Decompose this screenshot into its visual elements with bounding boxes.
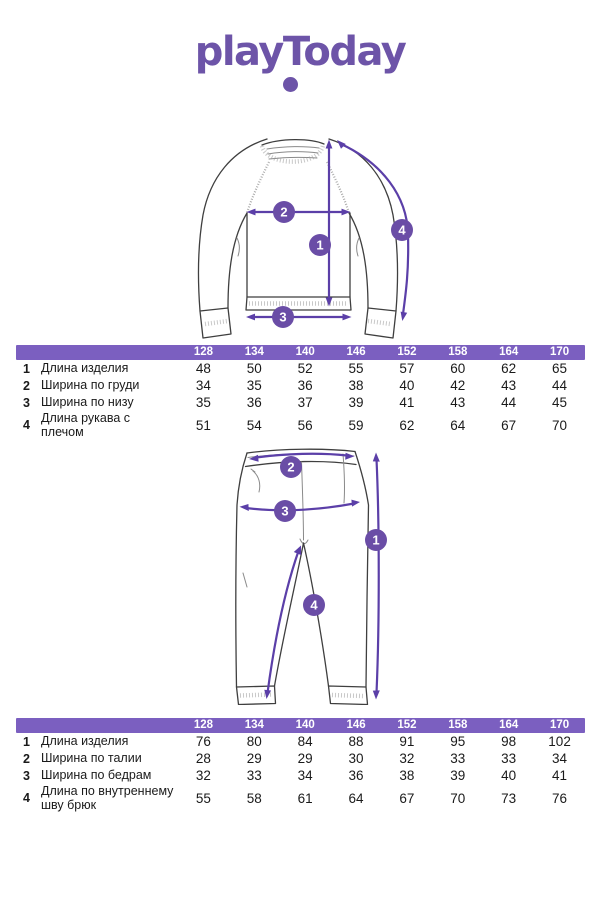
size-value-cell: 73 (501, 790, 517, 806)
size-value-cell: 48 (195, 361, 211, 376)
row-number: 1 (23, 734, 30, 749)
size-value-cell: 55 (348, 361, 364, 376)
size-header-cell: 164 (499, 346, 519, 358)
size-header-cell: 134 (244, 719, 264, 731)
size-table-row (16, 733, 585, 750)
row-label-cell (16, 395, 178, 409)
row-label: Длина по внутреннему шву брюк (41, 784, 174, 813)
marker-badge-1 (309, 234, 331, 256)
size-value-cell: 34 (552, 751, 568, 766)
row-number: 4 (23, 418, 30, 433)
size-value-cell: 59 (348, 417, 364, 433)
size-value-cell: 41 (399, 395, 415, 410)
marker-label: 4 (310, 597, 318, 613)
marker-label: 4 (398, 222, 406, 238)
row-label-cell (16, 734, 178, 748)
size-value-cell: 42 (450, 378, 466, 393)
row-label-cell (16, 784, 178, 813)
row-label-cell (16, 768, 178, 782)
size-table-bottom (16, 718, 585, 813)
size-header-cell: 158 (448, 346, 468, 358)
size-table-row (16, 360, 585, 377)
row-label-cell (16, 361, 178, 375)
size-value-cell: 76 (552, 790, 568, 806)
size-value-cell: 88 (348, 734, 364, 749)
marker-label: 2 (280, 204, 288, 220)
size-header-cell: 146 (346, 719, 366, 731)
size-value-cell: 65 (552, 361, 568, 376)
pants-measure-arrows (240, 453, 380, 700)
row-number: 4 (23, 791, 30, 806)
pants-sketch-icon (236, 449, 369, 704)
size-value-cell: 51 (195, 417, 211, 433)
size-value-cell: 38 (399, 768, 415, 783)
size-table-header (16, 345, 585, 360)
marker-badge-4 (303, 594, 325, 616)
brand-logo (0, 30, 600, 100)
marker-badge-2 (273, 201, 295, 223)
size-value-cell: 67 (399, 790, 415, 806)
brand-logo-dot-icon (283, 77, 298, 92)
marker-badge-4 (391, 219, 413, 241)
size-value-cell: 56 (297, 417, 313, 433)
size-value-cell: 36 (297, 378, 313, 393)
size-value-cell: 62 (501, 361, 517, 376)
size-value-cell: 35 (246, 378, 262, 393)
size-value-cell: 98 (501, 734, 517, 749)
size-header-cell: 152 (397, 346, 417, 358)
row-label: Ширина по груди (41, 378, 140, 393)
sweatshirt-sketch-icon (198, 139, 397, 338)
size-value-cell: 33 (450, 751, 466, 766)
size-value-cell: 45 (552, 395, 568, 410)
marker-badge-3 (272, 306, 294, 328)
size-value-cell: 55 (195, 790, 211, 806)
size-value-cell: 33 (246, 768, 262, 783)
size-value-cell: 57 (399, 361, 415, 376)
marker-label: 3 (279, 309, 287, 325)
size-value-cell: 34 (297, 768, 313, 783)
size-value-cell: 41 (552, 768, 568, 783)
marker-badge-1 (365, 529, 387, 551)
size-header-cell: 152 (397, 719, 417, 731)
size-table-row (16, 377, 585, 394)
pants-diagram (190, 445, 420, 705)
size-header-cell: 164 (499, 719, 519, 731)
size-table-row (16, 750, 585, 767)
size-value-cell: 34 (195, 378, 211, 393)
row-label: Ширина по талии (41, 751, 142, 766)
size-header-cell: 170 (549, 346, 570, 358)
size-header-cell: 134 (244, 346, 264, 358)
size-header-cell: 140 (295, 346, 315, 358)
row-label: Длина рукава с плечом (41, 411, 131, 440)
size-header-cell: 170 (549, 719, 570, 731)
size-value-cell: 32 (195, 768, 211, 783)
size-value-cell: 39 (450, 768, 466, 783)
row-label-cell (16, 411, 178, 440)
size-value-cell: 95 (450, 734, 466, 749)
size-value-cell: 43 (501, 378, 517, 393)
size-value-cell: 64 (348, 790, 364, 806)
size-value-cell: 28 (195, 751, 211, 766)
marker-label: 2 (287, 459, 295, 475)
size-value-cell: 44 (501, 395, 517, 410)
row-number: 2 (23, 378, 30, 393)
size-value-cell: 35 (195, 395, 211, 410)
sweatshirt-diagram (170, 120, 430, 340)
size-value-cell: 64 (450, 417, 466, 433)
size-value-cell: 70 (552, 417, 568, 433)
row-label: Длина изделия (41, 361, 129, 376)
row-number: 3 (23, 768, 30, 783)
size-value-cell: 60 (450, 361, 466, 376)
marker-label: 1 (372, 532, 380, 548)
size-value-cell: 50 (246, 361, 262, 376)
size-table-row (16, 394, 585, 411)
size-header-cell: 128 (193, 346, 214, 358)
row-label: Ширина по низу (41, 395, 134, 410)
marker-badge-2 (280, 456, 302, 478)
size-value-cell: 102 (548, 734, 571, 749)
size-table-row (16, 411, 585, 440)
size-header-cell: 128 (193, 719, 214, 731)
size-header-cell: 158 (448, 719, 468, 731)
size-value-cell: 33 (501, 751, 517, 766)
size-table-row (16, 784, 585, 813)
size-value-cell: 29 (297, 751, 313, 766)
row-number: 1 (23, 361, 30, 376)
size-table-row (16, 767, 585, 784)
size-value-cell: 54 (246, 417, 262, 433)
size-value-cell: 61 (297, 790, 313, 806)
row-label: Длина изделия (41, 734, 129, 749)
size-value-cell: 76 (195, 734, 211, 749)
marker-label: 3 (281, 503, 289, 519)
row-label: Ширина по бедрам (41, 768, 152, 783)
size-header-cell: 140 (295, 719, 315, 731)
size-value-cell: 38 (348, 378, 364, 393)
size-value-cell: 44 (552, 378, 568, 393)
sweatshirt-measure-arrows (246, 140, 408, 322)
size-value-cell: 70 (450, 790, 466, 806)
size-value-cell: 40 (399, 378, 415, 393)
row-label-cell (16, 751, 178, 765)
size-value-cell: 58 (246, 790, 262, 806)
size-value-cell: 91 (399, 734, 415, 749)
size-value-cell: 67 (501, 417, 517, 433)
size-value-cell: 80 (246, 734, 262, 749)
row-number: 2 (23, 751, 30, 766)
size-value-cell: 84 (297, 734, 313, 749)
size-value-cell: 32 (399, 751, 415, 766)
size-table-top (16, 345, 585, 440)
size-value-cell: 39 (348, 395, 364, 410)
brand-logo-text: playToday (194, 29, 406, 75)
size-value-cell: 30 (348, 751, 364, 766)
size-value-cell: 40 (501, 768, 517, 783)
size-value-cell: 36 (348, 768, 364, 783)
size-value-cell: 37 (297, 395, 313, 410)
marker-badge-3 (274, 500, 296, 522)
marker-label: 1 (316, 237, 324, 253)
size-value-cell: 62 (399, 417, 415, 433)
size-value-cell: 43 (450, 395, 466, 410)
size-value-cell: 52 (297, 361, 313, 376)
row-number: 3 (23, 395, 30, 410)
size-value-cell: 36 (246, 395, 262, 410)
row-label-cell (16, 378, 178, 392)
size-value-cell: 29 (246, 751, 262, 766)
size-table-header (16, 718, 585, 733)
size-header-cell: 146 (346, 346, 366, 358)
